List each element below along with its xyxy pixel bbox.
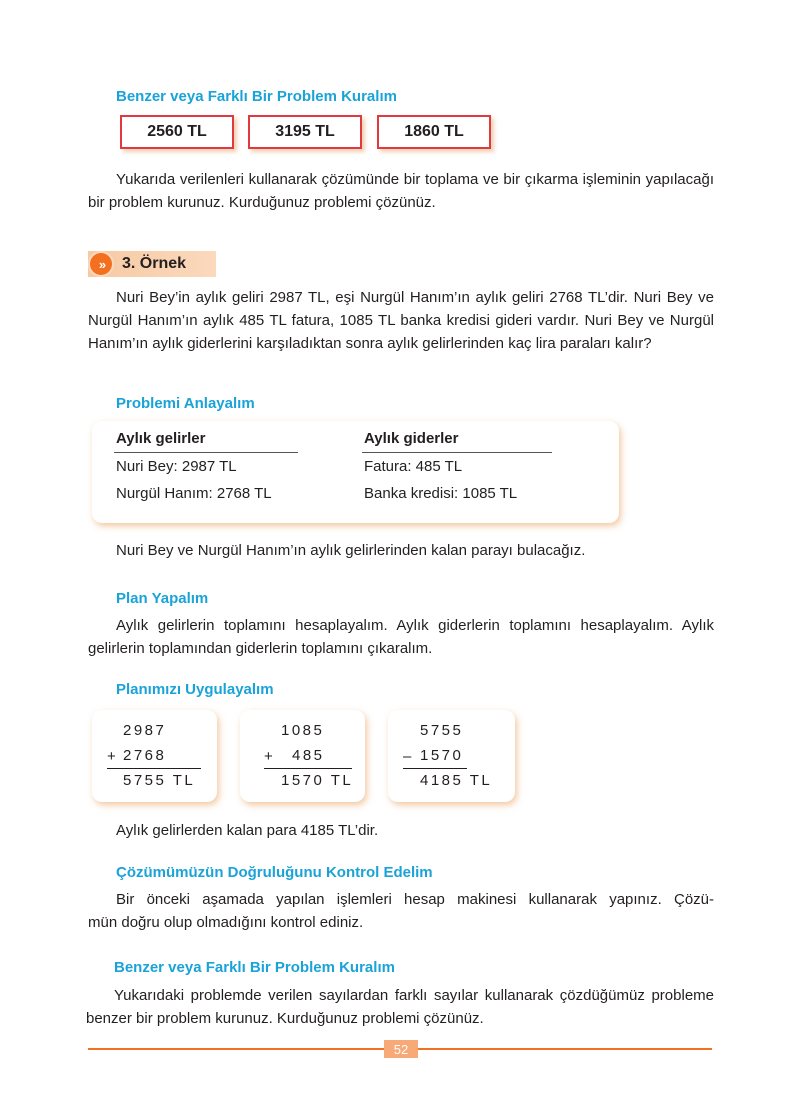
understand-card xyxy=(92,421,619,523)
result: 4185 TL xyxy=(420,772,493,789)
difference-line xyxy=(403,768,467,769)
footer-line-left xyxy=(88,1048,384,1050)
operand-a: 2987 xyxy=(123,722,167,739)
income-title-underline xyxy=(114,452,298,453)
plus-sign: + xyxy=(264,748,273,765)
understand-goal: Nuri Bey ve Nurgül Hanım’ın aylık gelirlerinden kalan parayı bulacağız. xyxy=(116,542,586,559)
plan-paragraph xyxy=(88,614,714,660)
operation-card-2 xyxy=(240,710,365,802)
income-item: Nuri Bey: 2987 TL xyxy=(116,458,237,475)
sum-line xyxy=(264,768,352,769)
result: 1570 TL xyxy=(281,772,354,789)
expense-item: Fatura: 485 TL xyxy=(364,458,463,475)
apply-conclusion: Aylık gelirlerden kalan para 4185 TL’dir. xyxy=(116,822,379,839)
example-problem-text: Nuri Bey’in aylık geliri 2987 TL, eşi Nurgül Hanım’ın aylık geliri 2768 TL’dir. Nuri Bey ve Nurgül Hanım’ın aylık 485 TL fatura, 1085 TL banka kredisi gideri vardır. Nuri Bey ve Nurgül Hanım’ın aylık giderlerini karşıladıktan sonra aylık gelirlerinden kaç lira paraları kalır? xyxy=(88,289,714,352)
operand-b: 2768 xyxy=(123,747,167,764)
operation-card-1 xyxy=(92,710,217,802)
section2-paragraph xyxy=(86,984,714,1030)
check-text-line1: Bir önceki aşamada yapılan işlemleri hesap makinesi kullanarak yapınız. Çözü- xyxy=(116,891,714,908)
plan-text: Aylık gelirlerin toplamını hesaplayalım. Aylık giderlerin toplamını hesaplayalım. Aylık gelirlerin toplamından giderlerin toplamını çıkaralım. xyxy=(88,617,714,657)
check-paragraph xyxy=(88,888,714,934)
footer-line-right xyxy=(418,1048,712,1050)
page-number: 52 xyxy=(384,1040,418,1058)
operand-b: 485 xyxy=(292,747,325,764)
income-item: Nurgül Hanım: 2768 TL xyxy=(116,485,272,502)
operation-card-3 xyxy=(388,710,515,802)
expense-item: Banka kredisi: 1085 TL xyxy=(364,485,518,502)
section-heading-similar-problem: Benzer veya Farklı Bir Problem Kuralım xyxy=(116,88,397,105)
amount-box-3: 1860 TL xyxy=(377,115,491,149)
operand-b: 1570 xyxy=(420,747,464,764)
section-heading-similar-problem-2: Benzer veya Farklı Bir Problem Kuralım xyxy=(114,959,395,976)
section-heading-check: Çözümümüzün Doğruluğunu Kontrol Edelim xyxy=(116,864,433,881)
operand-a: 5755 xyxy=(420,722,464,739)
section1-paragraph xyxy=(88,168,714,214)
expense-title: Aylık giderler xyxy=(364,430,459,447)
expense-title-underline xyxy=(362,452,552,453)
check-text-line2: mün doğru olup olmadığını kontrol ediniz. xyxy=(88,914,364,931)
section1-text: Yukarıda verilenleri kullanarak çözümünde bir toplama ve bir çıkarma işleminin yapılacağı bir problem kurunuz. Kurduğunuz problemi çözünüz. xyxy=(88,171,714,211)
section-heading-understand: Problemi Anlayalım xyxy=(116,395,255,412)
result: 5755 TL xyxy=(123,772,196,789)
double-chevron-right-icon: » xyxy=(88,251,114,277)
income-title: Aylık gelirler xyxy=(116,430,206,447)
amount-box-1: 2560 TL xyxy=(120,115,234,149)
minus-sign: – xyxy=(403,748,412,765)
example-label: 3. Örnek xyxy=(122,255,187,272)
amount-box-2: 3195 TL xyxy=(248,115,362,149)
operand-a: 1085 xyxy=(281,722,325,739)
sum-line xyxy=(107,768,201,769)
section-heading-apply: Planımızı Uygulayalım xyxy=(116,681,274,698)
section-heading-plan: Plan Yapalım xyxy=(116,590,209,607)
example-problem-paragraph xyxy=(88,286,714,355)
section2-text: Yukarıdaki problemde verilen sayılardan farklı sayılar kullanarak çözdüğümüz probleme benzer bir problem kurunuz. Kurduğunuz problemi çözünüz. xyxy=(86,987,714,1027)
plus-sign: + xyxy=(107,748,116,765)
